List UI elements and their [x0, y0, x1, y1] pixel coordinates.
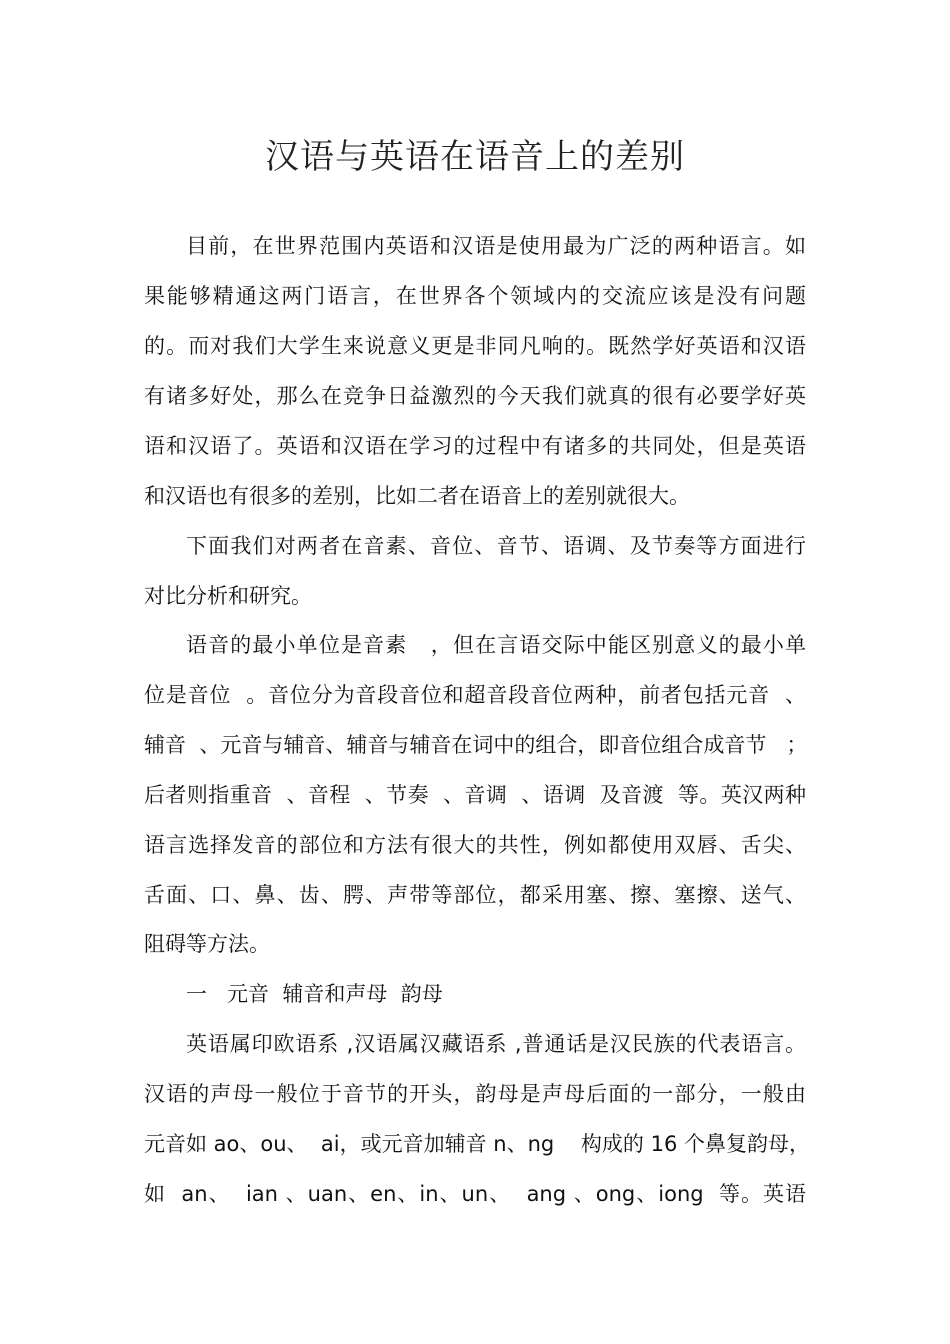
paragraph-line: 语和汉语了。英语和汉语在学习的过程中有诸多的共同处，但是英语 — [144, 434, 806, 458]
paragraph-line: 的。而对我们大学生来说意义更是非同凡响的。既然学好英语和汉语 — [144, 334, 806, 358]
paragraph-line: 后者则指重音 、音程 、节奏 、音调 、语调 及音渡 等。英汉两种 — [144, 783, 806, 807]
paragraph-line: 有诸多好处，那么在竞争日益激烈的今天我们就真的很有必要学好英 — [144, 384, 806, 408]
section-heading: 一 元音 辅音和声母 韵母 — [186, 982, 443, 1006]
paragraph-line: 对比分析和研究。 — [144, 584, 312, 608]
document-title: 汉语与英语在语音上的差别 — [265, 137, 685, 177]
paragraph-line: 目前，在世界范围内英语和汉语是使用最为广泛的两种语言。如 — [186, 234, 806, 258]
paragraph-line: 和汉语也有很多的差别，比如二者在语音上的差别就很大。 — [144, 484, 690, 508]
paragraph-line: 位是音位 。音位分为音段音位和超音段音位两种，前者包括元音 、 — [144, 683, 806, 707]
paragraph-line: 果能够精通这两门语言，在世界各个领域内的交流应该是没有问题 — [144, 284, 806, 308]
paragraph-line: 如 an、 ian 、uan、en、in、un、 ang 、ong、iong 等。英语 — [144, 1182, 806, 1206]
paragraph-line: 汉语的声母一般位于音节的开头，韵母是声母后面的一部分，一般由 — [144, 1082, 806, 1106]
paragraph-line: 舌面、口、鼻、齿、腭、声带等部位，都采用塞、擦、塞擦、送气、 — [144, 883, 806, 907]
paragraph-line: 阻碍等方法。 — [144, 932, 270, 956]
paragraph-line: 辅音 、元音与辅音、辅音与辅音在词中的组合，即音位组合成音节 ； — [144, 733, 808, 757]
paragraph-line: 语音的最小单位是音素 ，但在言语交际中能区别意义的最小单 — [186, 633, 806, 657]
paragraph-line: 下面我们对两者在音素、音位、音节、语调、及节奏等方面进行 — [186, 534, 806, 558]
paragraph-line: 语言选择发音的部位和方法有很大的共性，例如都使用双唇、舌尖、 — [144, 833, 806, 857]
paragraph-line: 英语属印欧语系 ,汉语属汉藏语系 ,普通话是汉民族的代表语言。 — [186, 1032, 806, 1056]
paragraph-line: 元音如 ao、ou、 ai，或元音加辅音 n、ng 构成的 16 个鼻复韵母， — [144, 1132, 810, 1156]
